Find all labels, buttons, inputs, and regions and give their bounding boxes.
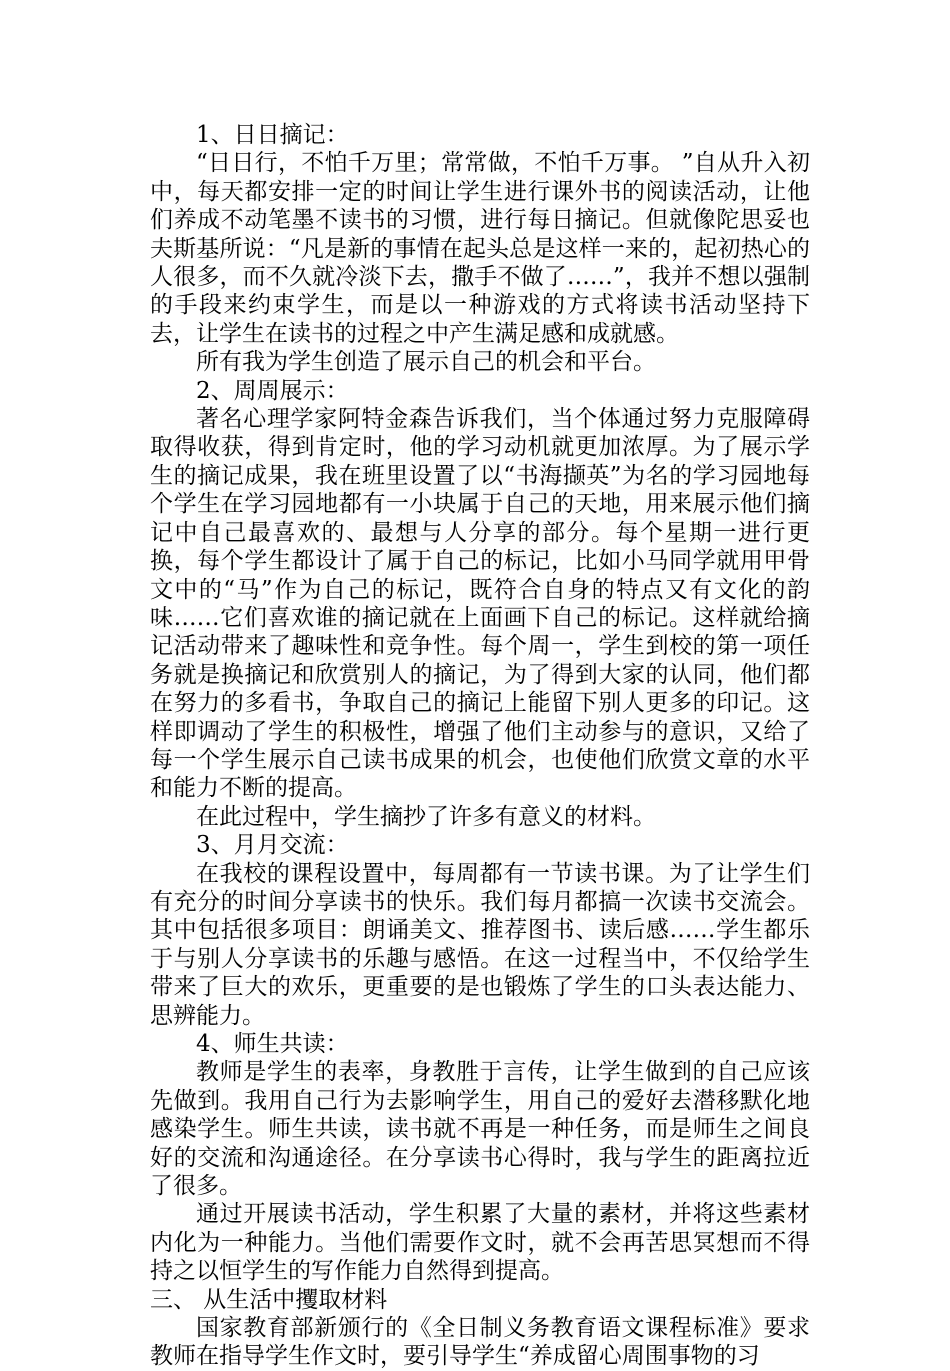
paragraph-curriculum-standard: 国家教育部新颁行的《全日制义务教育语文课程标准》要求教师在指导学生作文时，要引导学生“养成留心周围事物的习 [150,1315,810,1370]
subheading-shared-reading: 4、师生共读： [196,1031,349,1057]
paragraph-shared-reading: 教师是学生的表率，身教胜于言传，让学生做到的自己应该先做到。我用自己行为去影响学生，用自己的爱好去潜移默化地感染学生。师生共读，读书就不再是一种任务，而是师生之间良好的交流和沟通途径。在分享读书心得时，我与学生的距离拉近了很多。 [150,1059,810,1200]
section-heading-life-materials: 三、 从生活中攫取材料 [150,1286,388,1313]
paragraph-reading-results: 通过开展读书活动，学生积累了大量的素材，并将这些素材内化为一种能力。当他们需要作文时，就不会再苦思冥想而不得持之以恒学生的写作能力自然得到提高。 [150,1201,810,1285]
document-body [150,121,810,1371]
paragraph-platform: 所有我为学生创造了展示自己的机会和平台。 [196,349,656,376]
subheading-daily-notes: 1、日日摘记： [196,122,349,148]
paragraph-weekly-display: 著名心理学家阿特金森告诉我们，当个体通过努力克服障碍取得收获，得到肯定时，他的学习动机就更加浓厚。为了展示学生的摘记成果，我在班里设置了以“书海撷英”为名的学习园地每个学生在学习园地都有一小块属于自己的天地，用来展示他们摘记中自己最喜欢的、最想与人分享的部分。每个星期一进行更换，每个学生都设计了属于自己的标记，比如小马同学就用甲骨文中的“马”作为自己的标记，既符合自身的特点又有文化的韵味……它们喜欢谁的摘记就在上面画下自己的标记。这样就给摘记活动带来了趣味性和竞争性。每个周一，学生到校的第一项任务就是换摘记和欣赏别人的摘记，为了得到大家的认同，他们都在努力的多看书，争取自己的摘记上能留下别人更多的印记。这样即调动了学生的积极性，增强了他们主动参与的意识，又给了每一个学生展示自己读书成果的机会，也使他们欣赏文章的水平和能力不断的提高。 [150,406,810,802]
subheading-monthly-exchange: 3、月月交流： [196,832,349,859]
paragraph-daily-notes: “日日行，不怕千万里；常常做，不怕千万事。 ”自从升入初中，每天都安排一定的时间让学生进行课外书的阅读活动，让他们养成不动笔墨不读书的习惯，进行每日摘记。但就像陀思妥也夫斯基所说：“凡是新的事情在起头总是这样一来的，起初热心的人很多，而不久就冷淡下去，撒手不做了……”，我并不想以强制的手段来约束学生，而是以一种游戏的方式将读书活动坚持下去，让学生在读书的过程之中产生满足感和成就感。 [150,150,810,347]
subheading-weekly-display: 2、周周展示： [196,377,349,404]
paragraph-materials: 在此过程中，学生摘抄了许多有意义的材料。 [196,803,656,830]
paragraph-monthly-exchange: 在我校的课程设置中，每周都有一节读书课。为了让学生们有充分的时间分享读书的快乐。我们每月都搞一次读书交流会。其中包括很多项目：朗诵美文、推荐图书、读后感……学生都乐于与别人分享读书的乐趣与感悟。在这一过程当中，不仅给学生带来了巨大的欢乐，更重要的是也锻炼了学生的口头表达能力、思辨能力。 [150,860,810,1029]
